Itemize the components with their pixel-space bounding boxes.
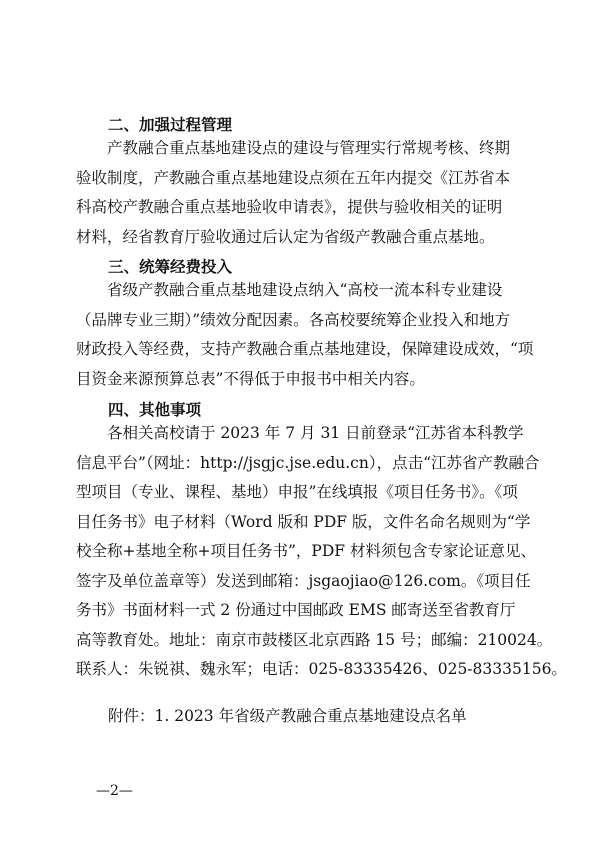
body-line: （品牌专业三期）”绩效分配因素。各高校要统筹企业投入和地方 — [76, 310, 511, 329]
body-line: 信息平台”（网址：http://jsgjc.jse.edu.cn），点击“江苏省产教融合 — [76, 453, 540, 472]
body-line: 产教融合重点基地建设点的建设与管理实行常规考核、终期 — [107, 139, 511, 157]
body-line: 目任务书》电子材料（Word 版和 PDF 版，文件名命名规则为“学 — [76, 512, 531, 531]
body-line: 联系人：朱锐祺、魏永军；电话：025-83335426、025-83335156。 — [76, 660, 567, 678]
section-body-funding — [76, 276, 534, 394]
page-number: —2— — [96, 783, 133, 799]
body-line: 务书》书面材料一式 2 份通过中国邮政 EMS 邮寄送至省教育厅 — [76, 601, 516, 619]
section-heading-funding: 三、统筹经费投入 — [108, 258, 233, 276]
body-line: 高等教育处。地址：南京市鼓楼区北京西路 15 号；邮编：210024。 — [76, 630, 553, 649]
section-body-other-matters — [76, 419, 567, 685]
body-line: 验收制度，产教融合重点基地建设点须在五年内提交《江苏省本 — [76, 168, 511, 187]
section-body-process-management — [76, 134, 526, 252]
body-line: 科高校产教融合重点基地验收申请表》，提供与验收相关的证明 — [76, 198, 503, 216]
section-heading-process-management: 二、加强过程管理 — [108, 116, 233, 134]
body-line: 材料，经省教育厅验收通过后认定为省级产教融合重点基地。 — [76, 227, 495, 246]
body-line: 校全称+基地全称+项目任务书”，PDF 材料须包含专家论证意见、 — [76, 542, 536, 560]
body-line: 各相关高校请于 2023 年 7 月 31 日前登录“江苏省本科教学 — [107, 424, 524, 442]
section-heading-other-matters: 四、其他事项 — [108, 401, 202, 419]
body-line: 省级产教融合重点基地建设点纳入“高校一流本科专业建设 — [107, 281, 503, 299]
body-line: 目资金来源预算总表”不得低于申报书中相关内容。 — [76, 369, 425, 388]
body-line: 型项目（专业、课程、基地）申报”在线填报《项目任务书》。《项 — [76, 483, 518, 501]
attachment-note: 附件：1. 2023 年省级产教融合重点基地建设点名单 — [108, 707, 467, 725]
body-line: 签字及单位盖章等）发送到邮箱：jsgaojiao@126.com。《项目任 — [76, 571, 531, 590]
body-line: 财政投入等经费，支持产教融合重点基地建设，保障建设成效，“项 — [76, 340, 534, 358]
